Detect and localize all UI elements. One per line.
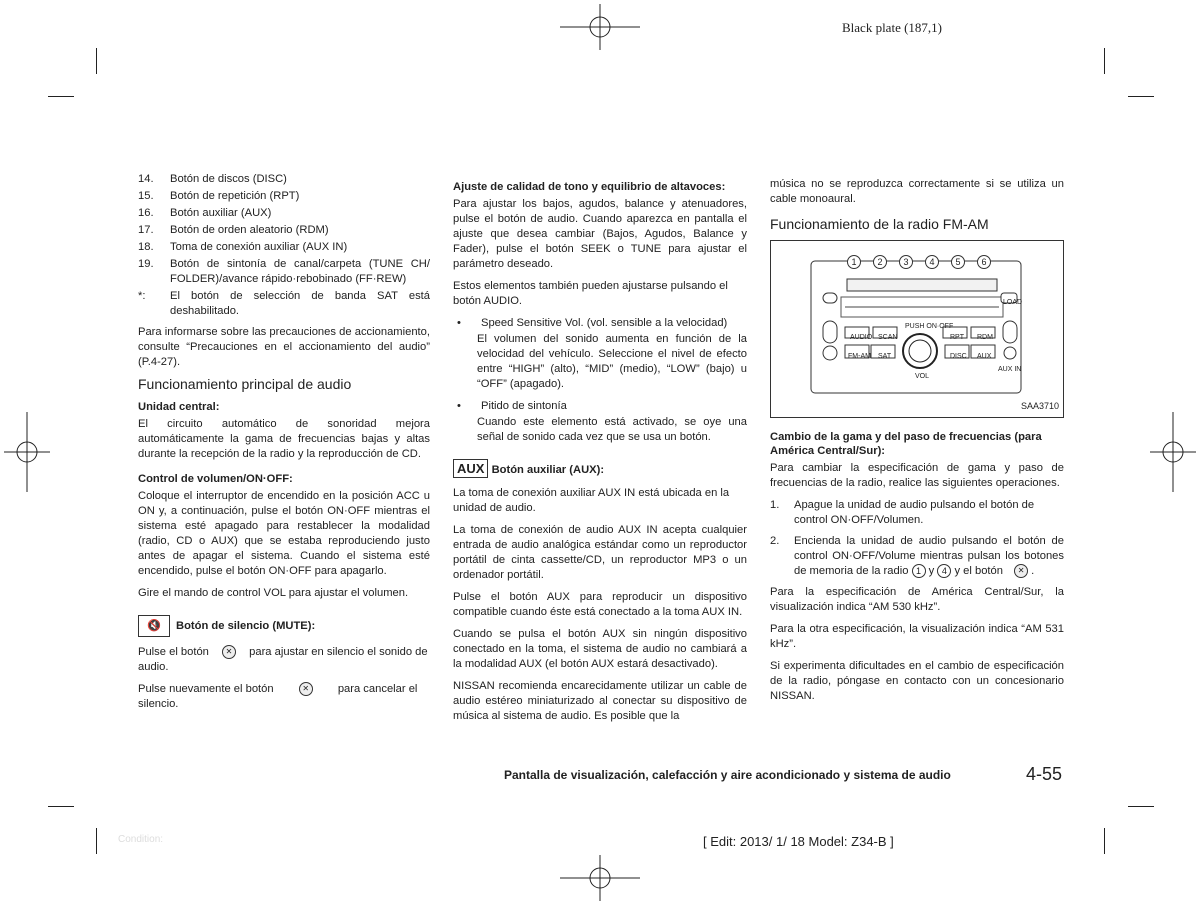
registration-mark-left: [4, 412, 50, 492]
auxin-label: AUX IN: [998, 366, 1022, 373]
crop-mark: [1128, 806, 1154, 807]
crop-mark: [48, 96, 74, 97]
paragraph: Gire el mando de control VOL para ajustar el volumen.: [138, 587, 409, 599]
mute-heading: 🔇 Botón de silencio (MUTE):: [138, 615, 430, 637]
list-item: 18. Toma de conexión auxiliar (AUX IN): [138, 241, 348, 253]
paragraph: Si experimenta dificultades en el cambio de especificación de la radio, póngase en contacto con un concesionario NISSAN.: [770, 660, 1064, 702]
paragraph: Para ajustar los bajos, agudos, balance y atenuadores, pulse el botón de audio. Cuando aparezca en pantalla el ajuste que desea cambiar (Bajos, Agudos, Balance y Fader), pulse el botón SEEK o TUNE para ajustar el parámetro deseado.: [453, 198, 747, 270]
list-item: *: El botón de selección de banda SAT está deshabilitado.: [138, 290, 430, 317]
crop-mark: [96, 48, 97, 74]
paragraph: Coloque el interruptor de encendido en la posición ACC u ON y, a continuación, pulse el botón ON·OFF mientras el sistema esté apagado para restablecer la modalidad (radio, CD o AUX) que se estaba reproduciendo justo antes de apagar el sistema. Cuando el sistema esté encendido, pulse el botón ON·OFF para apagarlo.: [138, 490, 430, 577]
bullet-item: • Speed Sensitive Vol. (vol. sensible a la velocidad): [457, 317, 728, 329]
button-list: [138, 172, 430, 319]
bullet-item: • Pitido de sintonía: [457, 400, 567, 412]
preset-buttons: [847, 255, 991, 269]
right-column: [770, 177, 1064, 711]
registration-mark-right: [1150, 412, 1196, 492]
list-item: 15. Botón de repetición (RPT): [138, 190, 300, 202]
crop-mark: [48, 806, 74, 807]
precautions-paragraph: Para informarse sobre las precauciones de accionamiento, consulte “Precauciones en el accionamiento del audio” (P.4-27).: [138, 326, 430, 368]
mute-icon: 🔇: [138, 615, 170, 637]
plate-label: Black plate (187,1): [842, 20, 942, 35]
aux-icon: AUX: [453, 459, 488, 478]
figure-code: SAA3710: [1020, 401, 1059, 411]
aux-label: AUX: [977, 353, 992, 360]
paragraph: Para la otra especificación, la visualización indica “AM 531 kHz”.: [770, 623, 1064, 650]
list-item: 17. Botón de orden aleatorio (RDM): [138, 224, 329, 236]
step-item: 2. Encienda la unidad de audio pulsando el botón de control ON·OFF/Volume mientras pulsan los botones de memoria de la radio 1 y 4 y el botón ✕ .: [770, 535, 1064, 577]
paragraph: Pulse nuevamente el botón ✕ para cancelar el silencio.: [138, 683, 418, 710]
onoff-label: PUSH ON·OFF: [905, 323, 954, 330]
paragraph: La toma de conexión auxiliar AUX IN está ubicada en la unidad de audio.: [453, 487, 730, 514]
mute-icon: ✕: [222, 645, 236, 659]
edit-info: [ Edit: 2013/ 1/ 18 Model: Z34-B ]: [703, 834, 894, 849]
list-item: 19. Botón de sintonía de canal/carpeta (TUNE CH/ FOLDER)/avance rápido·rebobinado (FF·REW): [138, 258, 430, 285]
paragraph: NISSAN recomienda encarecidamente utilizar un cable de audio estéreo miniaturizado al conectar su dispositivo de música al sistema de audio. Es posible que la: [453, 680, 747, 722]
vol-label: VOL: [915, 373, 930, 380]
registration-mark-top: [560, 4, 640, 50]
preset-button: 2: [873, 255, 887, 269]
preset-button: 4: [925, 255, 939, 269]
footer-section-title: Pantalla de visualización, calefacción y aire acondicionado y sistema de audio: [504, 768, 951, 782]
paragraph: Cuando se pulsa el botón AUX sin ningún dispositivo conectado en la toma, el sistema de audio no cambiará a la modalidad AUX (el botón AUX estará desactivado).: [453, 628, 747, 670]
preset-button: 5: [951, 255, 965, 269]
rdm-label: RDM: [977, 334, 993, 341]
subheading-volume: Control de volumen/ON·OFF:: [138, 473, 293, 485]
paragraph: El circuito automático de sonoridad mejora automáticamente la gama de frecuencias bajas y altas durante la recepción de la radio y la reproducción de CD.: [138, 418, 430, 460]
preset-button: 1: [847, 255, 861, 269]
paragraph: Para la especificación de América Central/Sur, la visualización indica “AM 530 kHz”.: [770, 586, 1064, 613]
crop-mark: [1104, 48, 1105, 74]
paragraph: La toma de conexión de audio AUX IN acepta cualquier entrada de audio analógica estándar como un reproductor portátil de cinta cassette/CD, un reproductor MP3 o un ordenador portátil.: [453, 524, 747, 581]
load-label: LOAD: [1003, 299, 1023, 306]
preset-button: 3: [899, 255, 913, 269]
radio-figure: [770, 240, 1064, 418]
preset-4-icon: 4: [937, 564, 951, 578]
page-number: 4-55: [1026, 764, 1063, 784]
preset-1-icon: 1: [912, 564, 926, 578]
fmam-label: FM-AM: [848, 353, 871, 360]
scan-label: SCAN: [878, 334, 898, 341]
paragraph: Pulse el botón ✕ para ajustar en silencio el sonido de audio.: [138, 646, 428, 673]
crop-mark: [1128, 96, 1154, 97]
crop-mark: [1104, 828, 1105, 854]
registration-mark-bottom: [560, 855, 640, 901]
mute-icon: ✕: [299, 682, 313, 696]
subheading-tone: Ajuste de calidad de tono y equilibrio de altavoces:: [453, 181, 726, 193]
list-item: 16. Botón auxiliar (AUX): [138, 207, 272, 219]
audio-label: AUDIO: [850, 334, 873, 341]
crop-mark: [96, 828, 97, 854]
paragraph: Para cambiar la especificación de gama y paso de frecuencias de la radio, realice las siguientes operaciones.: [770, 462, 1064, 489]
preset-button: 6: [977, 255, 991, 269]
middle-column: [453, 180, 747, 731]
paragraph: Pulse el botón AUX para reproducir un dispositivo compatible cuando éste está conectado a la toma AUX IN.: [453, 591, 747, 618]
subheading-band: Cambio de la gama y del paso de frecuencias (para América Central/Sur):: [770, 431, 1042, 457]
section-heading: Funcionamiento principal de audio: [138, 376, 352, 392]
section-heading: Funcionamiento de la radio FM-AM: [770, 216, 989, 232]
left-column: [138, 172, 430, 719]
step-item: 1. Apague la unidad de audio pulsando el botón de control ON·OFF/Volumen.: [770, 499, 1035, 526]
sat-label: SAT: [878, 353, 892, 360]
paragraph: Estos elementos también pueden ajustarse pulsando el botón AUDIO.: [453, 280, 728, 307]
paragraph: Cuando este elemento está activado, se oye una señal de sonido cada vez que se usa un botón.: [477, 416, 747, 443]
mute-icon: ✕: [1014, 564, 1028, 578]
list-item: 14. Botón de discos (DISC): [138, 173, 287, 185]
paragraph: El volumen del sonido aumenta en función de la velocidad del vehículo. Seleccione el nivel de efecto entre “HIGH” (alto), “MID” (medio), “LOW” (bajo) u “OFF” (apagado).: [477, 333, 747, 390]
condition-label: Condition:: [118, 834, 164, 845]
rpt-label: RPT: [950, 334, 964, 341]
aux-heading: AUX Botón auxiliar (AUX):: [453, 459, 747, 478]
disc-label: DISC: [950, 353, 967, 360]
paragraph: música no se reproduzca correctamente si se utiliza un cable monoaural.: [770, 178, 1064, 205]
subheading-unit: Unidad central:: [138, 401, 220, 413]
